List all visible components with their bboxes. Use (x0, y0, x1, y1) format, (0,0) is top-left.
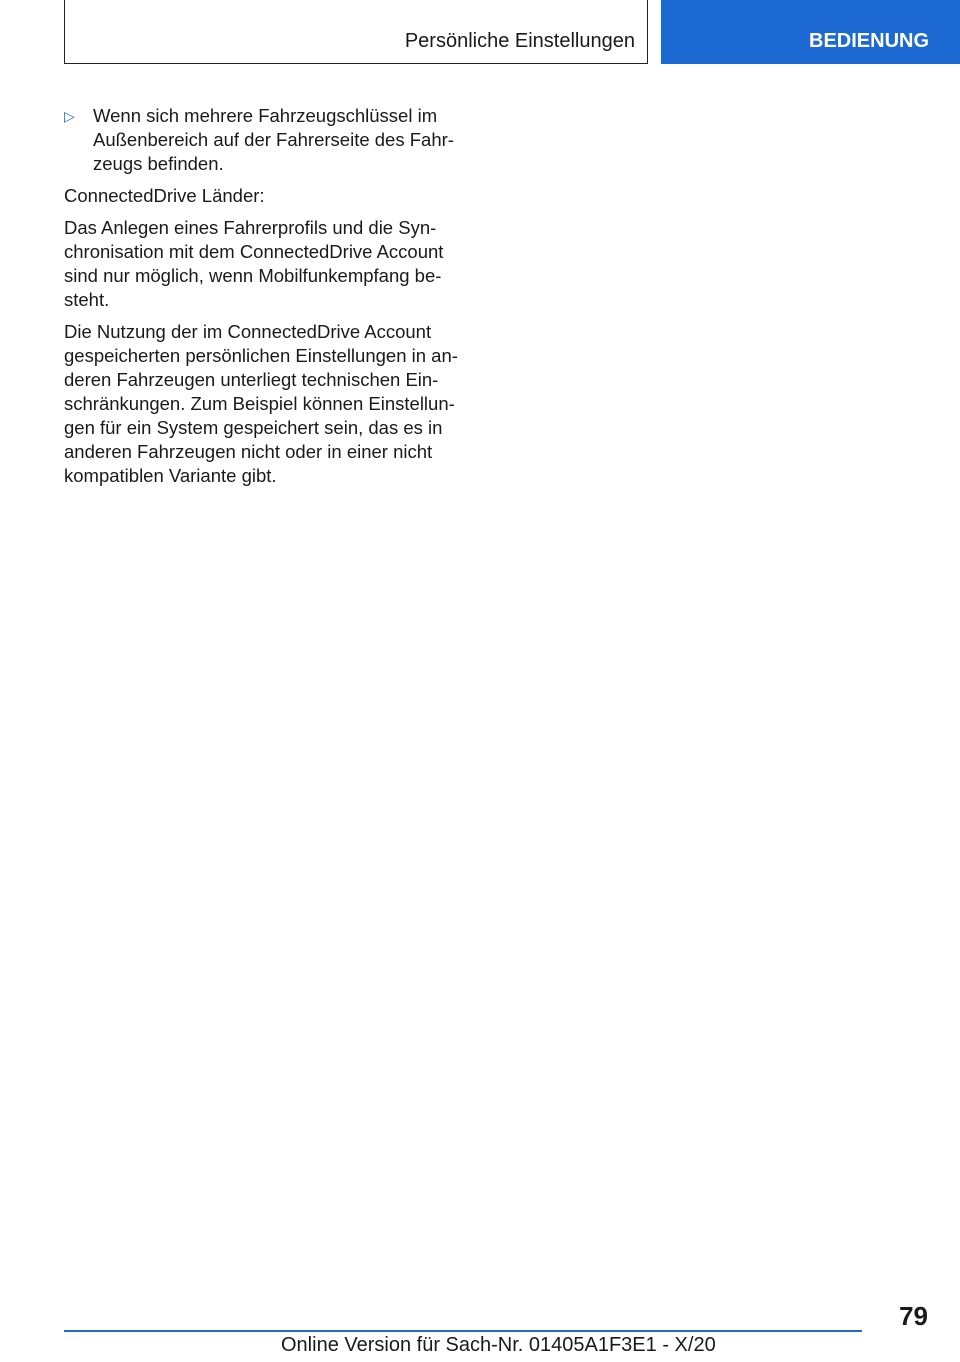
paragraph-line: gespeicherten persönlichen Einstellungen in an- (64, 345, 458, 366)
bullet-line: Wenn sich mehrere Fahrzeugschlüssel im (93, 105, 438, 126)
page-content (64, 104, 484, 496)
bullet-line: Außenbereich auf der Fahrerseite des Fahr- (93, 129, 454, 150)
page-number: 79 (899, 1301, 928, 1331)
paragraph-line: Die Nutzung der im ConnectedDrive Account (64, 321, 432, 342)
paragraph-line: schränkungen. Zum Beispiel können Einstellun- (64, 393, 455, 414)
bullet-line: zeugs befinden. (93, 153, 224, 174)
chapter-title: Persönliche Einstellungen (404, 30, 635, 52)
paragraph-line: steht. (64, 289, 110, 310)
paragraph-connecteddrive-heading (64, 184, 484, 208)
paragraph-line: anderen Fahrzeugen nicht oder in einer nicht (64, 441, 433, 462)
bullet-item (64, 104, 484, 176)
paragraph-usage-restrictions (64, 320, 484, 488)
footer-divider (64, 1330, 862, 1332)
paragraph-line: Das Anlegen eines Fahrerprofils und die Syn- (64, 217, 437, 238)
page-header (64, 0, 648, 64)
paragraph-driver-profile (64, 216, 484, 312)
section-tab (661, 0, 960, 64)
paragraph-line: ConnectedDrive Länder: (64, 185, 265, 206)
paragraph-line: gen für ein System gespeichert sein, das es in (64, 417, 443, 438)
section-tab-label: BEDIENUNG (809, 30, 930, 52)
paragraph-line: kompatiblen Variante gibt. (64, 465, 277, 486)
paragraph-line: sind nur möglich, wenn Mobilfunkempfang be- (64, 265, 442, 286)
triangle-bullet-icon: ▷ (64, 108, 75, 124)
paragraph-line: deren Fahrzeugen unterliegt technischen Ein- (64, 369, 439, 390)
footer-version-text: Online Version für Sach-Nr. 01405A1F3E1 - X/20 (281, 1334, 716, 1356)
paragraph-line: chronisation mit dem ConnectedDrive Account (64, 241, 444, 262)
